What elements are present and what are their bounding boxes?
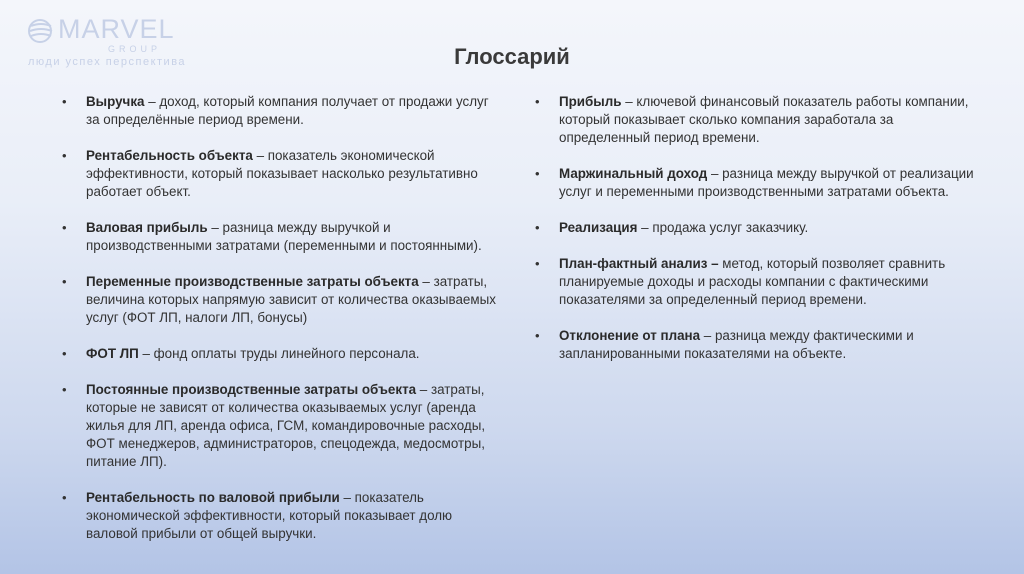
glossary-term: Переменные производственные затраты объекта (86, 274, 419, 289)
bullet-icon: • (535, 256, 540, 271)
bullet-icon: • (535, 220, 540, 235)
glossary-definition: – фонд оплаты труды линейного персонала. (138, 346, 420, 361)
logo-tagline: люди успех перспектива (28, 56, 187, 68)
bullet-icon: • (62, 148, 67, 163)
glossary-term: Реализация (559, 220, 638, 235)
bullet-icon: • (62, 274, 67, 289)
logo-swirl-icon (28, 16, 54, 46)
bullet-icon: • (62, 382, 67, 397)
glossary-definition: – разница между выручкой и производственными затратами (переменными и постоянными). (86, 220, 482, 253)
glossary-definition: – разница между выручкой от реализации услуг и переменными производственными затратами объекта. (559, 166, 974, 199)
glossary-definition: – ключевой финансовый показатель работы компании, который показывает сколько компания заработала за определенный период времени. (559, 94, 969, 145)
glossary-item (62, 219, 502, 255)
glossary-term: Валовая прибыль (86, 220, 208, 235)
glossary-term: Рентабельность объекта (86, 148, 253, 163)
glossary-definition: – затраты, которые не зависят от количества оказываемых услуг (аренда жилья для ЛП, аренда офиса, ГСМ, командировочные расходы, ФОТ менеджеров, администраторов, спецодежда, медосмотры, питание ЛП). (86, 382, 486, 469)
glossary-term: Маржинальный доход (559, 166, 708, 181)
glossary-term: Отклонение от плана (559, 328, 701, 343)
glossary-term: ФОТ ЛП (86, 346, 139, 361)
glossary-definition: – затраты, величина которых напрямую зависит от количества оказываемых услуг (ФОТ ЛП, налоги ЛП, бонусы) (86, 274, 496, 325)
glossary-term: Рентабельность по валовой прибыли (86, 490, 340, 505)
glossary-definition: метод, который позволяет сравнить планируемые доходы и расходы компании с фактическими показателями за определенный период времени. (559, 256, 946, 307)
glossary-item (62, 345, 502, 363)
bullet-icon: • (535, 328, 540, 343)
glossary-item (535, 327, 975, 363)
glossary-definition: – доход, который компания получает от продажи услуг за определённые период времени. (86, 94, 489, 127)
glossary-item (62, 273, 502, 327)
glossary-item (62, 147, 502, 201)
glossary-item (535, 219, 975, 237)
page-title: Глоссарий (454, 44, 570, 69)
glossary-right-column (535, 93, 975, 381)
glossary-item (535, 255, 975, 309)
glossary-item (62, 489, 502, 543)
bullet-icon: • (535, 94, 540, 109)
glossary-term: План-фактный анализ – (559, 256, 719, 271)
bullet-icon: • (62, 94, 67, 109)
glossary-definition: – разница между фактическими и запланированными показателями на объекте. (559, 328, 914, 361)
glossary-item (62, 381, 502, 471)
glossary-definition: – продажа услуг заказчику. (637, 220, 809, 235)
glossary-definition: – показатель экономической эффективности, который показывает долю валовой прибыли от общей выручки. (86, 490, 453, 541)
glossary-item (535, 93, 975, 147)
logo-sub: GROUP (108, 44, 162, 54)
bullet-icon: • (62, 490, 67, 505)
glossary-definition: – показатель экономической эффективности, который показывает насколько результативно работает объект. (86, 148, 478, 199)
glossary-term: Прибыль (559, 94, 622, 109)
glossary-item (62, 93, 502, 129)
bullet-icon: • (535, 166, 540, 181)
glossary-term: Постоянные производственные затраты объекта (86, 382, 417, 397)
bullet-icon: • (62, 220, 67, 235)
glossary-item (535, 165, 975, 201)
glossary-left-column (62, 93, 502, 561)
bullet-icon: • (62, 346, 67, 361)
glossary-term: Выручка (86, 94, 145, 109)
logo-name: MARVEL (58, 14, 175, 44)
